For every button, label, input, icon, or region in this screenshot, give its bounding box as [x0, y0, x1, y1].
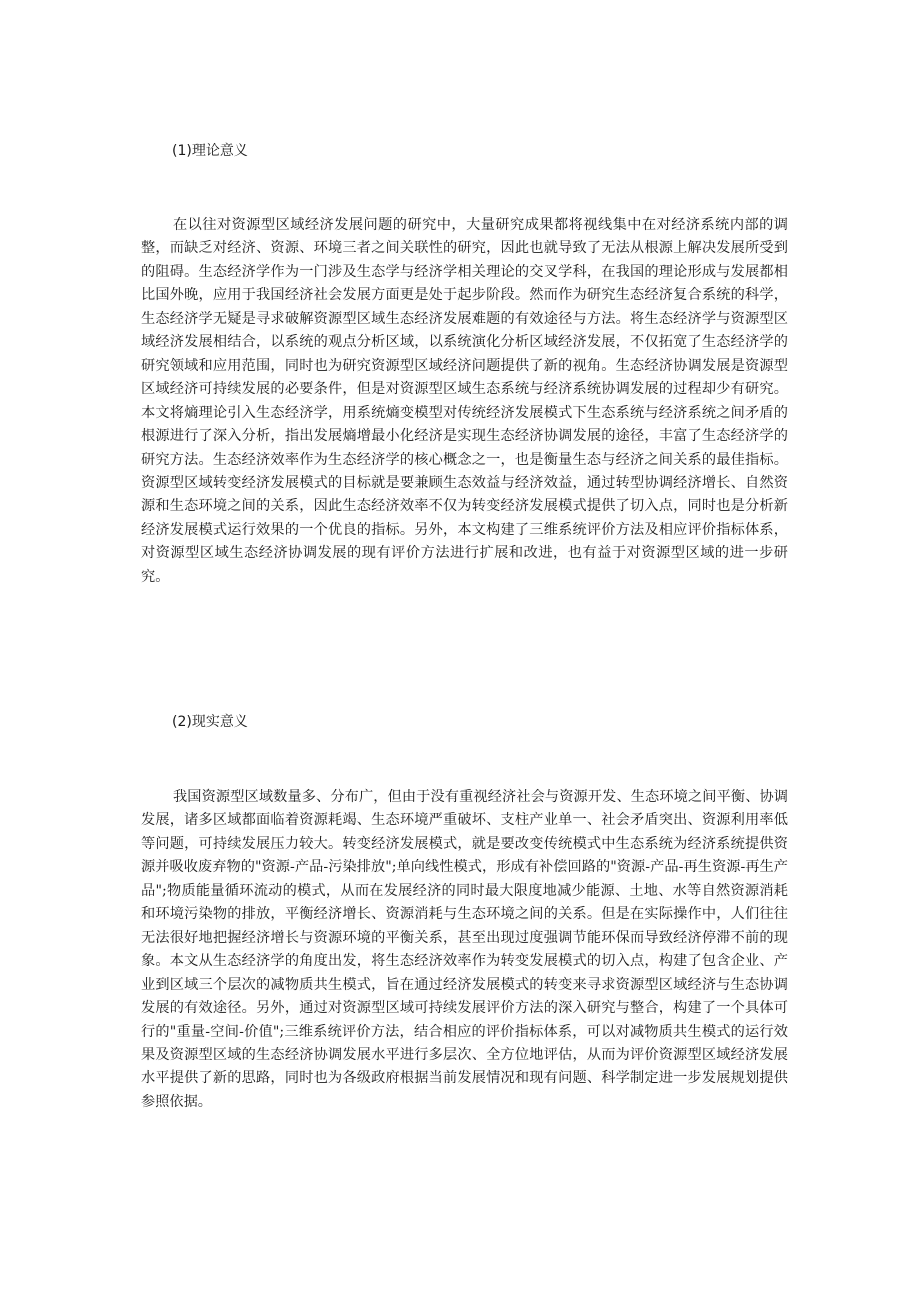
section-paragraph-theoretical: 在以往对资源型区域经济发展问题的研究中，大量研究成果都将视线集中在对经济系统内部的调整，而缺乏对经济、资源、环境三者之间关联性的研究，因此也就导致了无法从根源上解决发展所受到的阻碍。生态经济学作为一门涉及生态学与经济学相关理论的交叉学科，在我国的理论形成与发展都相比国外晚，应用于我国经济社会发展方面更是处于起步阶段。然而作为研究生态经济复合系统的科学，生态经济学无疑是寻求破解资源型区域生态经济发展难题的有效途径与方法。将生态经济学与资源型区域经济发展相结合，以系统的观点分析区域，以系统演化分析区域经济发展，不仅拓宽了生态经济学的研究领域和应用范围，同时也为研究资源型区域经济问题提供了新的视角。生态经济协调发展是资源型区域经济可持续发展的必要条件，但是对资源型区域生态系统与经济系统协调发展的过程却少有研究。本文将熵理论引入生态经济学，用系统熵变模型对传统经济发展模式下生态系统与经济系统之间矛盾的根源进行了深入分析，指出发展熵增最小化经济是实现生态经济协调发展的途径，丰富了生态经济学的研究方法。生态经济效率作为生态经济学的核心概念之一，也是衡量生态与经济之间关系的最佳指标。资源型区域转变经济发展模式的目标就是要兼顾生态效益与经济效益，通过转型协调经济增长、自然资源和生态环境之间的关系，因此生态经济效率不仅为转变经济发展模式提供了切入点，同时也是分析新经济发展模式运行效果的一个优良的指标。另外，本文构建了三维系统评价方法及相应评价指标体系，对资源型区域生态经济协调发展的现有评价方法进行扩展和改进，也有益于对资源型区域的进一步研究。 [141, 217, 788, 585]
section-heading-practical: (2)现实意义 [172, 714, 248, 730]
section-paragraph-practical: 我国资源型区域数量多、分布广，但由于没有重视经济社会与资源开发、生态环境之间平衡、协调发展，诸多区域都面临着资源耗竭、生态环境严重破坏、支柱产业单一、社会矛盾突出、资源利用率低等问题，可持续发展压力较大。转变经济发展模式，就是要改变传统模式中生态系统为经济系统提供资源并吸收废弃物的"资源-产品-污染排放";单向线性模式，形成有补偿回路的"资源-产品-再生资源-再生产品";物质能量循环流动的模式，从而在发展经济的同时最大限度地减少能源、土地、水等自然资源消耗和环境污染物的排放，平衡经济增长、资源消耗与生态环境之间的关系。但是在实际操作中，人们往往无法很好地把握经济增长与资源环境的平衡关系，甚至出现过度强调节能环保而导致经济停滞不前的现象。本文从生态经济学的角度出发，将生态经济效率作为转变发展模式的切入点，构建了包含企业、产业到区域三个层次的减物质共生模式，旨在通过经济发展模式的转变来寻求资源型区域经济与生态协调发展的有效途径。另外，通过对资源型区域可持续发展评价方法的深入研究与整合，构建了一个具体可行的"重量-空间-价值";三维系统评价方法，结合相应的评价指标体系，可以对减物质共生模式的运行效果及资源型区域的生态经济协调发展水平进行多层次、全方位地评估，从而为评价资源型区域经济发展水平提供了新的思路，同时也为各级政府根据当前发展情况和现有问题、科学制定进一步发展规划提供参照依据。 [141, 789, 788, 1110]
section-heading-theoretical: (1)理论意义 [172, 143, 248, 159]
